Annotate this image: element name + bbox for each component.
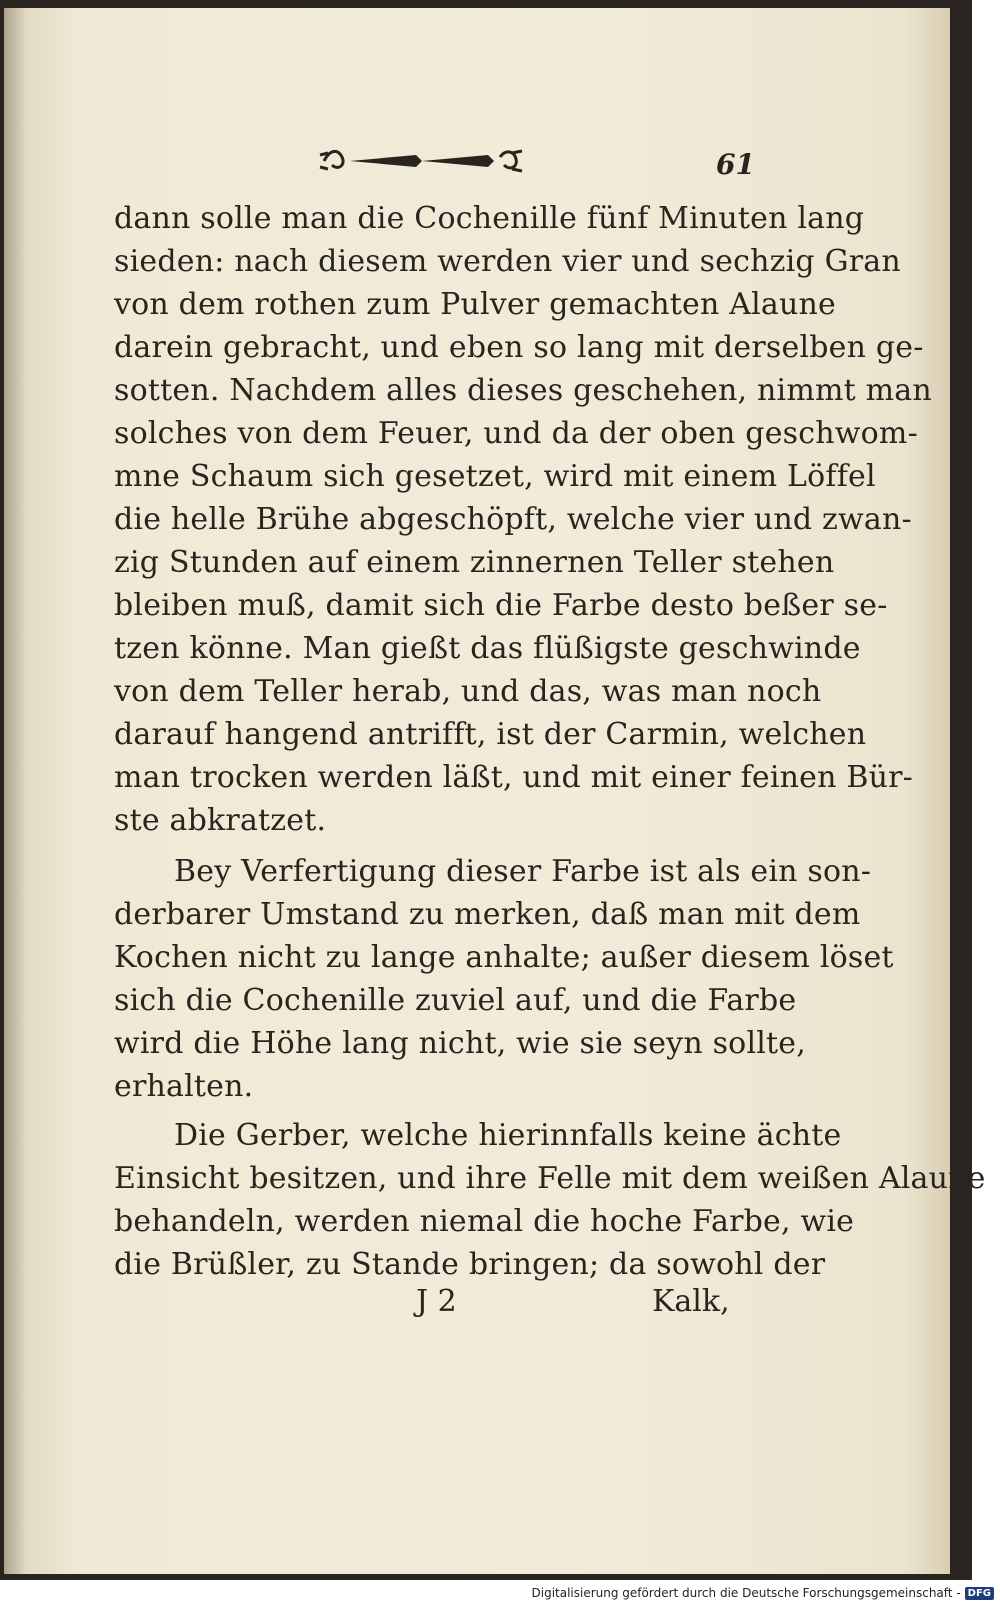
text-line: man trocken werden läßt, und mit einer feinen Bür- <box>114 760 914 795</box>
dfg-logo: DFG <box>965 1587 994 1600</box>
text-line: derbarer Umstand zu merken, daß man mit dem <box>114 897 861 932</box>
text-line: solches von dem Feuer, und da der oben geschwom- <box>114 416 918 451</box>
text-line: sieden: nach diesem werden vier und sechzig Gran <box>114 244 901 279</box>
header-ornament <box>316 143 526 179</box>
text-line: zig Stunden auf einem zinnernen Teller stehen <box>114 545 835 580</box>
paragraph-start-line: Die Gerber, welche hierinnfalls keine ächte <box>174 1118 842 1153</box>
digitization-footer <box>532 1584 995 1602</box>
text-line: dann solle man die Cochenille fünf Minuten lang <box>114 201 865 236</box>
signature-mark: J 2 <box>416 1284 457 1319</box>
text-line: die Brüßler, zu Stande bringen; da sowohl der <box>114 1247 826 1282</box>
text-line: darauf hangend antrifft, ist der Carmin, welchen <box>114 717 867 752</box>
text-line: darein gebracht, und eben so lang mit derselben ge- <box>114 330 924 365</box>
text-line: wird die Höhe lang nicht, wie sie seyn sollte, <box>114 1026 806 1061</box>
text-line: Einsicht besitzen, und ihre Felle mit dem weißen Alaune <box>114 1161 986 1196</box>
spine-shadow <box>4 8 26 1574</box>
book-page <box>4 8 986 1574</box>
text-line: ste abkratzet. <box>114 803 327 838</box>
text-line: mne Schaum sich gesetzet, wird mit einem Löffel <box>114 459 876 494</box>
page-number: 61 <box>716 148 755 181</box>
text-line: behandeln, werden niemal die hoche Farbe, wie <box>114 1204 855 1239</box>
text-line: tzen könne. Man gießt das flüßigste geschwinde <box>114 631 861 666</box>
text-line: Kochen nicht zu lange anhalte; außer diesem löset <box>114 940 894 975</box>
text-line: erhalten. <box>114 1069 254 1104</box>
footer-text: Digitalisierung gefördert durch die Deutsche Forschungsgemeinschaft - <box>531 1586 961 1600</box>
text-line: sotten. Nachdem alles dieses geschehen, nimmt man <box>114 373 932 408</box>
text-line: von dem rothen zum Pulver gemachten Alaune <box>114 287 837 322</box>
text-line: sich die Cochenille zuviel auf, und die Farbe <box>114 983 797 1018</box>
text-line: von dem Teller herab, und das, was man noch <box>114 674 822 709</box>
text-line: bleiben muß, damit sich die Farbe desto beßer se- <box>114 588 888 623</box>
text-line: die helle Brühe abgeschöpft, welche vier und zwan- <box>114 502 912 537</box>
catchword: Kalk, <box>652 1284 730 1319</box>
paragraph-start-line: Bey Verfertigung dieser Farbe ist als ein son- <box>174 854 872 889</box>
